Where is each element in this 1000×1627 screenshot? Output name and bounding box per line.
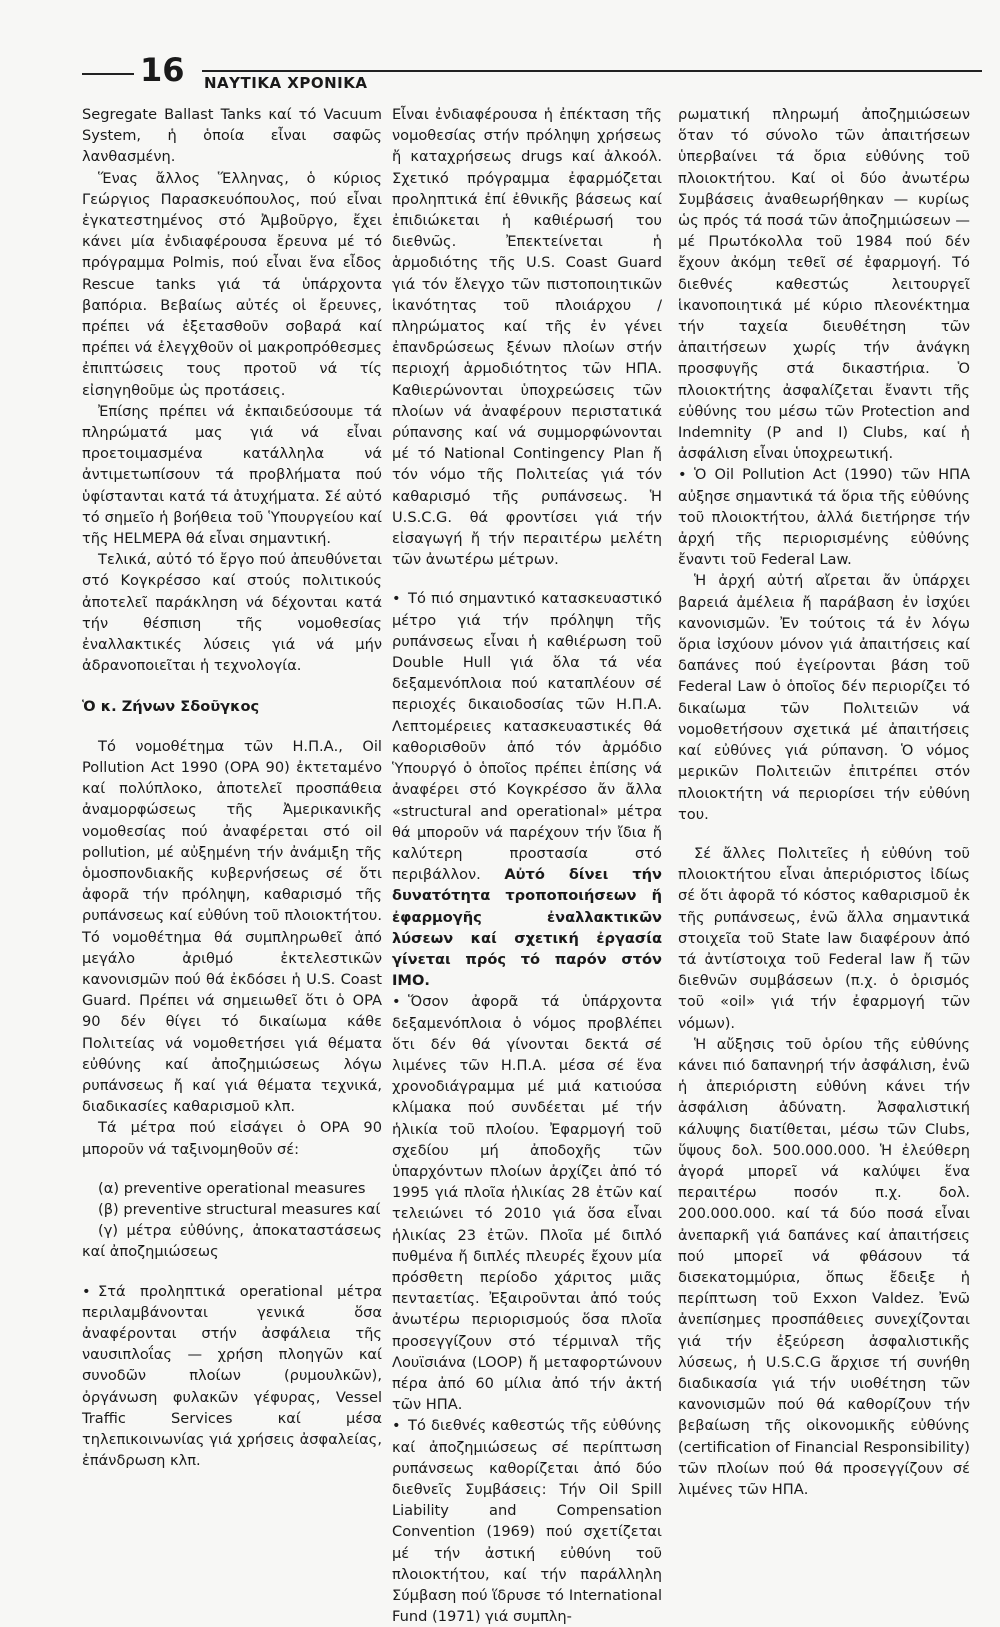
bullet-paragraph [392, 991, 662, 1415]
bullet-text: Ὁ Oil Pollution Act (1990) τῶν ΗΠΑ αὐξησε σημαντικά τά ὅρια τῆς εὐθύνης τοῦ πλοιοκτήτου, ἀλλά διετήρησε τήν ἀρχή τῆς περιορισμένης εὐθύνης ἔναντι τοῦ Federal Law. [678, 466, 970, 569]
column-3 [678, 104, 970, 1500]
publication-title: ΝΑΥΤΙΚΑ ΧΡΟΝΙΚΑ [204, 74, 368, 92]
paragraph: Ἡ ἀρχή αὐτή αἴρεται ἄν ὑπάρχει βαρειά ἀμέλεια ἤ παράβαση ἐν ἰσχύει κανονισμῶν. Ἐν τούτοις τά ἐν λόγω ὅρια ἰσχύουν μόνον γιά ἀπαιτήσεις καί δαπάνες πού ἐγείρονται βάση τοῦ Federal Law ὁ ὁποῖος δέν περιορίζει τό δικαίωμα τῶν Πολιτειῶν νά νομοθετήσουν σχετικά μέ ἀπαιτήσεις καί εὐθύνες γιά ρύπανση. Ὁ νόμος μερικῶν Πολιτειῶν ἐπιτρέπει στόν πλοιοκτήτη νά περιορίσει τήν εὐθύνη του. [678, 572, 970, 823]
bullet-paragraph [392, 1415, 662, 1627]
bullet-icon: • [392, 993, 401, 1011]
page-header [82, 52, 982, 102]
header-rule-left [82, 73, 134, 75]
paragraph: Τό νομοθέτημα τῶν Η.Π.Α., Oil Pollution Act 1990 (OPA 90) ἐκτεταμένο καί πολύπλοκο, ἀποτελεῖ προσπάθεια ἀναμορφώσεως τῆς Ἀμερικανικῆς νομοθεσίας πού ἀναφέρεται στό oil pollution, μέ αὐξημένη τήν ἀνάμιξη τῆς ὁμοσπονδιακῆς κυβερνήσεως σέ ὅτι ἀφορᾶ τήν πρόληψη, καθαρισμό τῆς ρυπάνσεως καί εὐθύνη τοῦ πλοιοκτήτου. Τό νομοθέτημα θά συμπληρωθεῖ ἀπό μεγάλο ἀριθμό ἐκτελεστικῶν κανονισμῶν πού θά ἐκδόσει ἡ U.S. Coast Guard. Πρέπει νά σημειωθεῖ ὅτι ὁ OPA 90 δέν θίγει τό δικαίωμα κάθε Πολιτείας νά νομοθετήσει γιά θέματα εὐθύνης καί ἀποζημιώσεως λόγω ρυπάνσεως ἤ καί γιά θέματα τεχνικά, διαδικασίες καθαρισμοῦ κλπ. [82, 737, 382, 1116]
bold-text: Αὐτό δίνει τήν δυνατότητα τροποποιήσεων ἤ ἐφαρμογῆς ἐναλλακτικῶν λύσεων καί σχετική ἐργασία γίνεται πρός τό παρόν στόν ΙΜΟ. [392, 866, 663, 990]
bullet-text: Στά προληπτικά operational μέτρα περιλαμβάνονται γενικά ὅσα ἀναφέρονται στήν ἀσφάλεια τῆς ναυσιπλοΐας — χρήση πλοηγῶν καί συνοδῶν πλοίων (ρυμουλκῶν), ὀργάνωση φυλακῶν γέφυρας, Vessel Traffic Services καί μέσα τηλεπικοινωνίας γιά χρήσεις ἀσφαλείας, ἐπάνδρωση κλπ. [82, 1282, 382, 1470]
bullet-text: Ὅσον ἀφορᾶ τά ὑπάρχοντα δεξαμενόπλοια ὁ νόμος προβλέπει ὅτι δέν θά γίνονται δεκτά σέ λιμένες τῶν Η.Π.Α. μέσα σέ ἕνα χρονοδιάγραμμα μέ μιά κατιούσα κλίμακα πού συνδέεται μέ τήν ἡλικία τοῦ πλοίου. Ἐφαρμογή τοῦ σχεδίου μή ἀποδοχῆς τῶν ὑπαρχόντων πλοίων ἀρχίζει ἀπό τό 1995 γιά πλοῖα ἡλικίας 28 ἐτῶν καί τελειώνει τό 2010 γιά ὅσα εἶναι ἡλικίας 23 ἐτῶν. Πλοῖα μέ διπλό πυθμένα ἤ διπλές πλευρές ἔχουν μία πρόσθετη περίοδο χάριτος μιᾶς πενταετίας. Ἐξαιροῦνται ἀπό τούς ἀνωτέρω περιορισμούς ὅσα πλοῖα προσεγγίζουν στό τέρμιναλ τῆς Λουϊσιάνα (LOOP) ἤ μεταφορτώνουν πέρα ἀπό 60 μίλια ἀπό τήν ἀκτή τῶν ΗΠΑ. [392, 993, 662, 1414]
bullet-paragraph [392, 588, 662, 991]
list-item: (γ) μέτρα εὐθύνης, ἀποκαταστάσεως καί ἀποζημιώσεως [82, 1222, 382, 1261]
bullet-icon: • [82, 1282, 91, 1300]
bullet-paragraph [678, 464, 970, 570]
list-item: (β) preventive structural measures καί [98, 1200, 381, 1218]
page-number: 16 [140, 51, 185, 89]
column-1 [82, 104, 382, 1471]
bullet-text: Τό διεθνές καθεστώς τῆς εὐθύνης καί ἀποζημιώσεως σέ περίπτωση ρυπάνσεως καθορίζεται ἀπό δύο διεθνεῖς Συμβάσεις: Τήν Oil Spill Liability and Compensation Convention (1969) πού σχετίζεται μέ τήν ἀστική εὐθύνη τοῦ πλοιοκτήτου, καί τήν παράλληλη Σύμβαση πού ἵδρυσε τό International Fund (1971) γιά συμπλη- [392, 1417, 662, 1626]
bullet-icon: • [392, 1417, 401, 1435]
paragraph: Τά μέτρα πού εἰσάγει ὁ OPA 90 μποροῦν νά ταξινομηθοῦν σέ: [82, 1119, 382, 1158]
paragraph: ρωματική πληρωμή ἀποζημιώσεων ὅταν τό σύνολο τῶν ἀπαιτήσεων ὑπερβαίνει τά ὅρια εὐθύνης τοῦ πλοιοκτήτου. Καί οἱ δύο ἀνωτέρω Συμβάσεις ἀναθεωρήθηκαν — κυρίως ὡς πρός τά ποσά τῶν ἀποζημιώσεων — μέ Πρωτόκολλα τοῦ 1984 πού δέν ἔχουν ἀκόμη τεθεῖ σέ ἐφαρμογή. Τό διεθνές καθεστώς λειτουργεῖ ἱκανοποιητικά μέ κύριο πλεονέκτημα τήν ταχεία διευθέτηση τῶν ἀπαιτήσεων χωρίς τήν ἀνάγκη προσφυγῆς στά δικαστήρια. Ὁ πλοιοκτήτης ἀσφαλίζεται ἔναντι τῆς εὐθύνης του μέσω τῶν Protection and Indemnity (P and I) Clubs, καί ἡ ἀσφάλιση εἶναι ὑποχρεωτική. [678, 106, 970, 463]
bullet-paragraph [82, 1281, 382, 1472]
bullet-text: Τό πιό σημαντικό κατασκευαστικό μέτρο γιά τήν πρόληψη τῆς ρυπάνσεως εἶναι ἡ καθιέρωση τοῦ Double Hull γιά ὅλα τά νέα δεξαμενόπλοια πού καταπλέουν σέ περιοχές δικαιοδοσίας τῶν Η.Π.Α. Λεπτομέρειες κατασκευαστικές θά καθορισθοῦν ἀπό τόν ἁρμόδιο Ὑπουργό ὁ ὁποῖος πρέπει ἐπίσης νά ἀναφέρει στό Κογκρέσσο ἄν ἄλλα «structural and operational» μέτρα θά μποροῦν νά παρέχουν τήν ἴδια ἤ καλύτερη προστασία στό περιβάλλον. [392, 590, 662, 884]
paragraph: Σέ ἄλλες Πολιτεῖες ἡ εὐθύνη τοῦ πλοιοκτήτου εἶναι ἀπεριόριστος ἰδίως σέ ὅτι ἀφορᾶ τό κόστος καθαρισμοῦ ἐκ τῆς ρυπάνσεως, ἐνῶ ἄλλα σημαντικά στοιχεῖα τοῦ State law διαφέρουν ἀπό τά ἀντίστοιχα τοῦ Federal law ἤ τῶν διεθνῶν συμβάσεων (π.χ. ὁ ὁρισμός τοῦ «oil» γιά τήν ἐφαρμογή τῶν νόμων). [678, 844, 970, 1032]
bullet-icon: • [678, 466, 687, 484]
bullet-icon: • [392, 590, 401, 608]
paragraph: Ἐπίσης πρέπει νά ἐκπαιδεύσουμε τά πληρώματά μας γιά νά εἶναι προετοιμασμένα κατάλληλα νά ἀντιμετωπίσουν τά προβλήματα πού ὑφίστανται κατά τά ἀτυχήματα. Σέ αὐτό τό σημεῖο ἡ βοήθεια τοῦ Ὑπουργείου καί τῆς HELMEPA θά εἶναι σημαντική. [82, 402, 382, 548]
list-item: (α) preventive operational measures [98, 1179, 366, 1197]
paragraph: Ἕνας ἄλλος Ἕλληνας, ὁ κύριος Γεώργιος Παρασκευόπουλος, πού εἶναι ἐγκατεστημένος στό Ἀμβοῦργο, ἔχει κάνει μία ἐνδιαφέρουσα ἔρευνα μέ τό πρόγραμμα Polmis, πού εἶναι ἕνα εἶδος Rescue tanks γιά τά ὑπάρχοντα βαπόρια. Βεβαίως αὐτές οἱ ἔρευνες, πρέπει νά ἐξετασθοῦν σοβαρά καί πρέπει νά ἐλεγχθοῦν οἱ μακροπρόθεσμες ἐπιπτώσεις τους προτοῦ νά τίς εἰσηγηθοῦμε ὡς προτάσεις. [82, 169, 382, 399]
paragraph: Ἡ αὔξησις τοῦ ὁρίου τῆς εὐθύνης κάνει πιό δαπανηρή τήν ἀσφάλιση, ἐνῶ ἡ ἀπεριόριστη εὐθύνη κάνει τήν ἀσφάλιση ἀδύνατη. Ἀσφαλιστική κάλυψης διατίθεται, μέσω τῶν Clubs, ὕψους δολ. 500.000.000. Ἡ ἐλεύθερη ἀγορά μπορεῖ νά καλύψει ἕνα περαιτέρω ποσόν π.χ. δολ. 200.000.000. καί τά δύο ποσά εἶναι ἀνεπαρκῆ γιά δαπάνες καί ἀπαιτήσεις πού μπορεῖ νά φθάσουν τά δισεκατομμύρια, ὅπως ἔδειξε ἡ περίπτωση τοῦ Exxon Valdez. Ἐνῶ ἀνεπίσημες προσπάθειες συνεχίζονται γιά τήν ἐξεύρεση ἀσφαλιστικῆς λύσεως, ἡ U.S.C.G ἄρχισε τή συνήθη διαδικασία γιά τήν υιοθέτηση τῶν κανονισμῶν πού θά καθορίζουν τήν βεβαίωση τῆς οἰκονομικῆς εὐθύνης (certification of Financial Responsibility) τῶν πλοίων πού θά προσεγγίζουν σέ λιμένες τῶν ΗΠΑ. [678, 1035, 970, 1498]
column-2 [392, 104, 662, 1627]
header-rule [202, 70, 982, 72]
section-heading: Ὁ κ. Ζήνων Σδοῦγκος [82, 698, 260, 716]
paragraph: Εἶναι ἐνδιαφέρουσα ἡ ἐπέκταση τῆς νομοθεσίας στήν πρόληψη χρήσεως ἤ καταχρήσεως drugs καί ἀλκοόλ. Σχετικό πρόγραμμα ἐφαρμόζεται προληπτικά ἐπί ἐθνικῆς βάσεως καί ἐπιδιώκεται ἡ καθιέρωσή του διεθνῶς. Ἐπεκτείνεται ἡ ἁρμοδιότης τῆς U.S. Coast Guard γιά τόν ἔλεγχο τῶν πιστοποιητικῶν ἱκανότητας τοῦ πλοιάρχου /πληρώματος καί τῆς ἐν γένει ἐπανδρώσεως ξένων πλοίων στήν περιοχή ἁρμοδιότητος τῶν ΗΠΑ. Καθιερώνονται ὑποχρεώσεις τῶν πλοίων νά ἀναφέρουν περιστατικά ρύπανσης καί νά συμμορφώνονται μέ τό National Contingency Plan ἤ τόν νόμο τῆς Πολιτείας γιά τόν καθαρισμό τῆς ρυπάνσεως. Ἡ U.S.C.G. θά φροντίσει γιά τήν εἰσαγωγή ἤ τήν περαιτέρω μελέτη τῶν ἀνωτέρω μέτρων. [392, 106, 662, 569]
paragraph: Segregate Ballast Tanks καί τό Vacuum System, ἡ ὁποία εἶναι σαφῶς λανθασμένη. [82, 106, 382, 166]
paragraph: Τελικά, αὐτό τό ἔργο πού ἀπευθύνεται στό Κογκρέσσο καί στούς πολιτικούς ἀποτελεῖ παράκληση νά δέχονται κατά τήν θέσπιση τῆς νομοθεσίας ἐναλλακτικές λύσεις γιά νά μήν ἀδρανοποιεῖται ἡ τεχνολογία. [82, 551, 382, 675]
